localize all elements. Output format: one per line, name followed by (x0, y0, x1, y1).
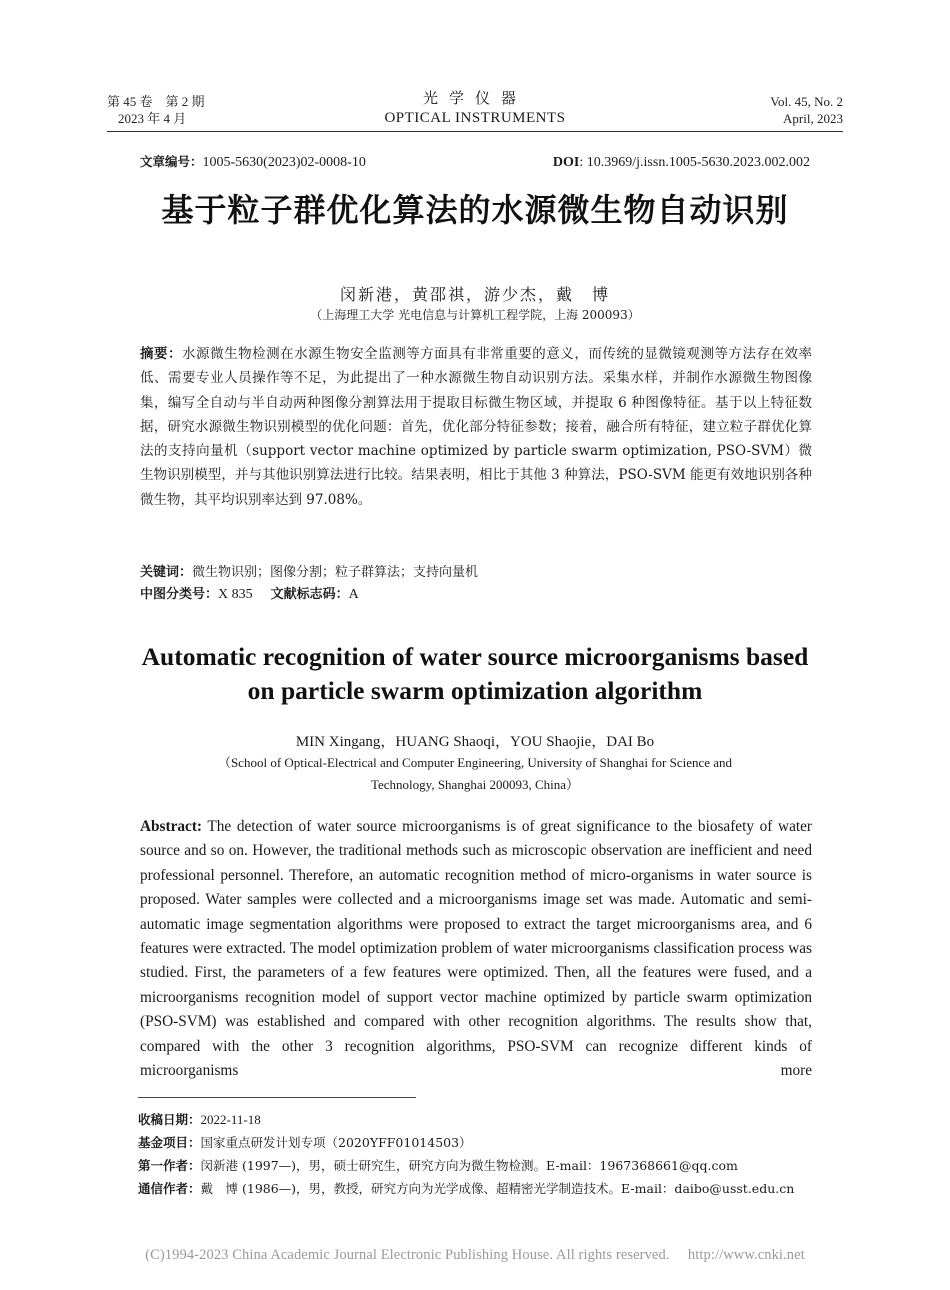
classification-line (140, 585, 820, 605)
footnote-rule (138, 1097, 416, 1098)
date-en: April, 2023 (783, 111, 843, 126)
article-number-label: 文章编号： (140, 154, 203, 169)
journal-name-cn: 光学仪器 (422, 89, 527, 107)
footnote-corresponding-author (138, 1178, 858, 1200)
date-cn: 2023 年 4 月 (118, 111, 187, 126)
article-meta (140, 153, 810, 172)
copyright-notice: (C)1994-2023 China Academic Journal Electronic Publishing House. All rights reserved. http://www.cnki.net (145, 1247, 805, 1263)
clc-code: X 835 (218, 587, 253, 602)
volume-issue-en: Vol. 45, No. 2 (770, 94, 843, 109)
corresponding-label: 通信作者： (138, 1181, 201, 1196)
volume-issue-cn: 第 45 卷 第 2 期 (107, 94, 205, 109)
journal-name-en: OPTICAL INSTRUMENTS (384, 110, 566, 126)
affiliation-en-line-2: Technology, Shanghai 200093, China） (370, 777, 580, 792)
fund-text: 国家重点研发计划专项（2020YFF01014503） (200, 1135, 472, 1150)
footnote-first-author (138, 1155, 858, 1177)
authors-en: MIN Xingang，HUANG Shaoqi，YOU Shaojie，DAI Bo (295, 734, 655, 750)
abstract-en (140, 815, 812, 1083)
affiliation-cn: （上海理工大学 光电信息与计算机工程学院，上海 200093） (310, 308, 640, 322)
title-en-line-2: on particle swarm optimization algorithm (247, 676, 703, 705)
received-label: 收稿日期： (138, 1112, 201, 1127)
header-rule (107, 131, 843, 132)
doc-code-label: 文献标志码： (270, 587, 349, 602)
header-right (770, 93, 843, 127)
doc-code: A (348, 587, 359, 602)
doi-value[interactable]: : 10.3969/j.issn.1005-5630.2023.002.002 (579, 155, 810, 170)
keywords-cn-text: 微生物识别；图像分割；粒子群算法；支持向量机 (192, 565, 479, 580)
corresponding-text: 戴 博 (1986—)，男，教授，研究方向为光学成像、超精密光学制造技术。E-mail：daibo@usst.edu.cn (200, 1181, 795, 1196)
doi (553, 153, 810, 172)
abstract-cn-text: 水源微生物检测在水源生物安全监测等方面具有非常重要的意义，而传统的显微镜观测等方法存在效率低、需要专业人员操作等不足，为此提出了一种水源微生物自动识别方法。采集水样，并制作水源微生物图像集，编写全自动与半自动两种图像分割算法用于提取目标微生物区域，并提取 6 种图像特征。基于以上特征数据，研究水源微生物识别模型的优化问题：首先，优化部分特征参数；接着，融合所有特征，建立粒子群优化算法的支持向量机（support vector machine optimized by particle swarm optimization, PSO-SVM）微生物识别模型，并与其他识别算法进行比较。结果表明，相比于其他 3 种算法，PSO-SVM 能更有效地识别各种微生物，其平均识别率达到 97.08%。 (140, 346, 813, 508)
abstract-en-label: Abstract: (140, 818, 203, 835)
article-number: 1005-5630(2023)02-0008-10 (202, 155, 366, 170)
footnote-received (138, 1109, 858, 1131)
keywords-cn (140, 563, 820, 583)
affiliation-en (150, 752, 800, 796)
abstract-cn-label: 摘要： (140, 346, 183, 362)
abstract-cn (140, 342, 812, 512)
footnote-fund (138, 1132, 858, 1154)
doi-label: DOI (552, 155, 580, 170)
fund-label: 基金项目： (138, 1135, 201, 1150)
received-date: 2022-11-18 (200, 1112, 261, 1127)
header-center (300, 88, 650, 128)
first-author-text: 闵新港 (1997—)，男，硕士研究生，研究方向为微生物检测。E-mail：1967368661@qq.com (200, 1158, 738, 1173)
title-en (0, 640, 950, 708)
title-en-line-1: Automatic recognition of water source microorganisms based (141, 642, 809, 671)
first-author-label: 第一作者： (138, 1158, 201, 1173)
abstract-en-text: The detection of water source microorganisms is of great significance to the biosafety of water source and so on. However, the traditional methods such as microscopic observation are inefficient and need professional personnel. Therefore, an automatic recognition method of micro-organisms in water source is proposed. Water samples were collected and a microorganisms image set was made. Automatic and semi-automatic image segmentation algorithms were proposed to extract the target microorganisms area, and 6 features were extracted. The model optimization problem of water microorganisms classification process was studied. First, the parameters of a few features were optimized. Then, all the features were fused, and a microorganisms recognition model of support vector machine optimized by particle swarm optimization (PSO-SVM) was established and compared with other recognition algorithms. The results show that, compared with the other 3 recognition algorithms, PSO-SVM can recognize different kinds of microorganisms more (140, 818, 812, 1080)
authors-cn: 闵新港，黄邵祺，游少杰，戴 博 (339, 285, 610, 304)
keywords-cn-label: 关键词： (140, 565, 193, 580)
header-left (107, 93, 205, 127)
affiliation-en-line-1: （School of Optical-Electrical and Computer Engineering, University of Shanghai for Science and (217, 755, 733, 770)
clc-label: 中图分类号： (140, 587, 219, 602)
title-cn: 基于粒子群优化算法的水源微生物自动识别 (161, 191, 789, 229)
